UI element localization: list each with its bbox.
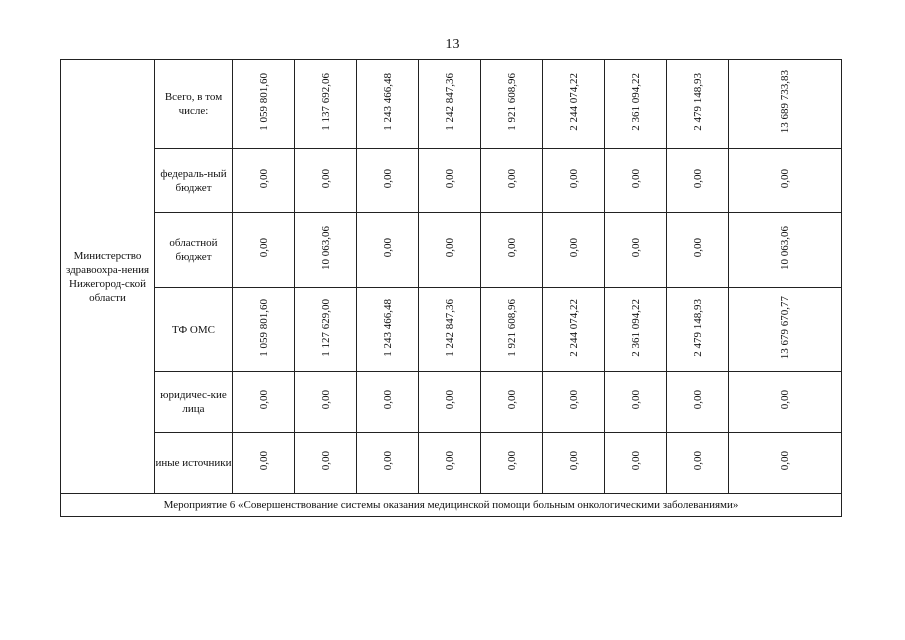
value-cell: 2 244 074,22 <box>543 60 605 149</box>
value-cell: 0,00 <box>419 372 481 433</box>
value-cell: 10 063,06 <box>295 213 357 288</box>
activity-footer: Мероприятие 6 «Совершенствование системы оказания медицинской помощи больным онкологическими заболеваниями» <box>61 494 842 517</box>
value-cell: 1 243 466,48 <box>357 288 419 372</box>
table-row <box>61 372 842 433</box>
value-cell: 0,00 <box>233 372 295 433</box>
value-cell: 0,00 <box>481 213 543 288</box>
source-cell: ТФ ОМС <box>155 288 233 372</box>
value-cell: 1 059 801,60 <box>233 288 295 372</box>
value-cell: 0,00 <box>667 372 729 433</box>
value-cell: 1 127 629,00 <box>295 288 357 372</box>
total-cell: 10 063,06 <box>729 213 842 288</box>
value-cell: 0,00 <box>357 433 419 494</box>
value-cell: 0,00 <box>605 213 667 288</box>
total-cell: 0,00 <box>729 433 842 494</box>
total-cell: 0,00 <box>729 149 842 213</box>
value-cell: 0,00 <box>605 433 667 494</box>
value-cell: 2 361 094,22 <box>605 60 667 149</box>
value-cell: 1 242 847,36 <box>419 288 481 372</box>
value-cell: 0,00 <box>605 372 667 433</box>
value-cell: 1 059 801,60 <box>233 60 295 149</box>
organization-cell: Министерство здравоохра-нения Нижегород-ской области <box>61 60 155 494</box>
value-cell: 0,00 <box>233 149 295 213</box>
value-cell: 0,00 <box>357 372 419 433</box>
value-cell: 0,00 <box>481 433 543 494</box>
value-cell: 0,00 <box>605 149 667 213</box>
source-cell: иные источники <box>155 433 233 494</box>
value-cell: 0,00 <box>481 149 543 213</box>
value-cell: 0,00 <box>667 433 729 494</box>
value-cell: 2 244 074,22 <box>543 288 605 372</box>
source-cell: федераль-ный бюджет <box>155 149 233 213</box>
value-cell: 1 243 466,48 <box>357 60 419 149</box>
value-cell: 0,00 <box>295 372 357 433</box>
value-cell: 2 361 094,22 <box>605 288 667 372</box>
table-row <box>61 433 842 494</box>
value-cell: 1 137 692,06 <box>295 60 357 149</box>
value-cell: 1 921 608,96 <box>481 60 543 149</box>
value-cell: 0,00 <box>667 149 729 213</box>
value-cell: 1 921 608,96 <box>481 288 543 372</box>
value-cell: 0,00 <box>233 213 295 288</box>
value-cell: 0,00 <box>419 433 481 494</box>
source-cell: юридичес-кие лица <box>155 372 233 433</box>
value-cell: 0,00 <box>419 149 481 213</box>
value-cell: 1 242 847,36 <box>419 60 481 149</box>
value-cell: 0,00 <box>543 149 605 213</box>
value-cell: 0,00 <box>419 213 481 288</box>
table-row <box>61 60 842 149</box>
table-row <box>61 149 842 213</box>
budget-table <box>60 59 842 517</box>
total-cell: 0,00 <box>729 372 842 433</box>
page-number: 13 <box>445 37 460 52</box>
value-cell: 0,00 <box>543 433 605 494</box>
value-cell: 0,00 <box>667 213 729 288</box>
total-cell: 13 679 670,77 <box>729 288 842 372</box>
value-cell: 0,00 <box>295 433 357 494</box>
value-cell: 0,00 <box>543 213 605 288</box>
value-cell: 2 479 148,93 <box>667 288 729 372</box>
table-row <box>61 494 842 517</box>
source-cell: Всего, в том числе: <box>155 60 233 149</box>
value-cell: 0,00 <box>357 149 419 213</box>
value-cell: 0,00 <box>357 213 419 288</box>
total-cell: 13 689 733,83 <box>729 60 842 149</box>
source-cell: областной бюджет <box>155 213 233 288</box>
value-cell: 2 479 148,93 <box>667 60 729 149</box>
value-cell: 0,00 <box>543 372 605 433</box>
table-body <box>61 60 842 517</box>
table-row <box>61 288 842 372</box>
table-row <box>61 213 842 288</box>
value-cell: 0,00 <box>295 149 357 213</box>
value-cell: 0,00 <box>481 372 543 433</box>
value-cell: 0,00 <box>233 433 295 494</box>
